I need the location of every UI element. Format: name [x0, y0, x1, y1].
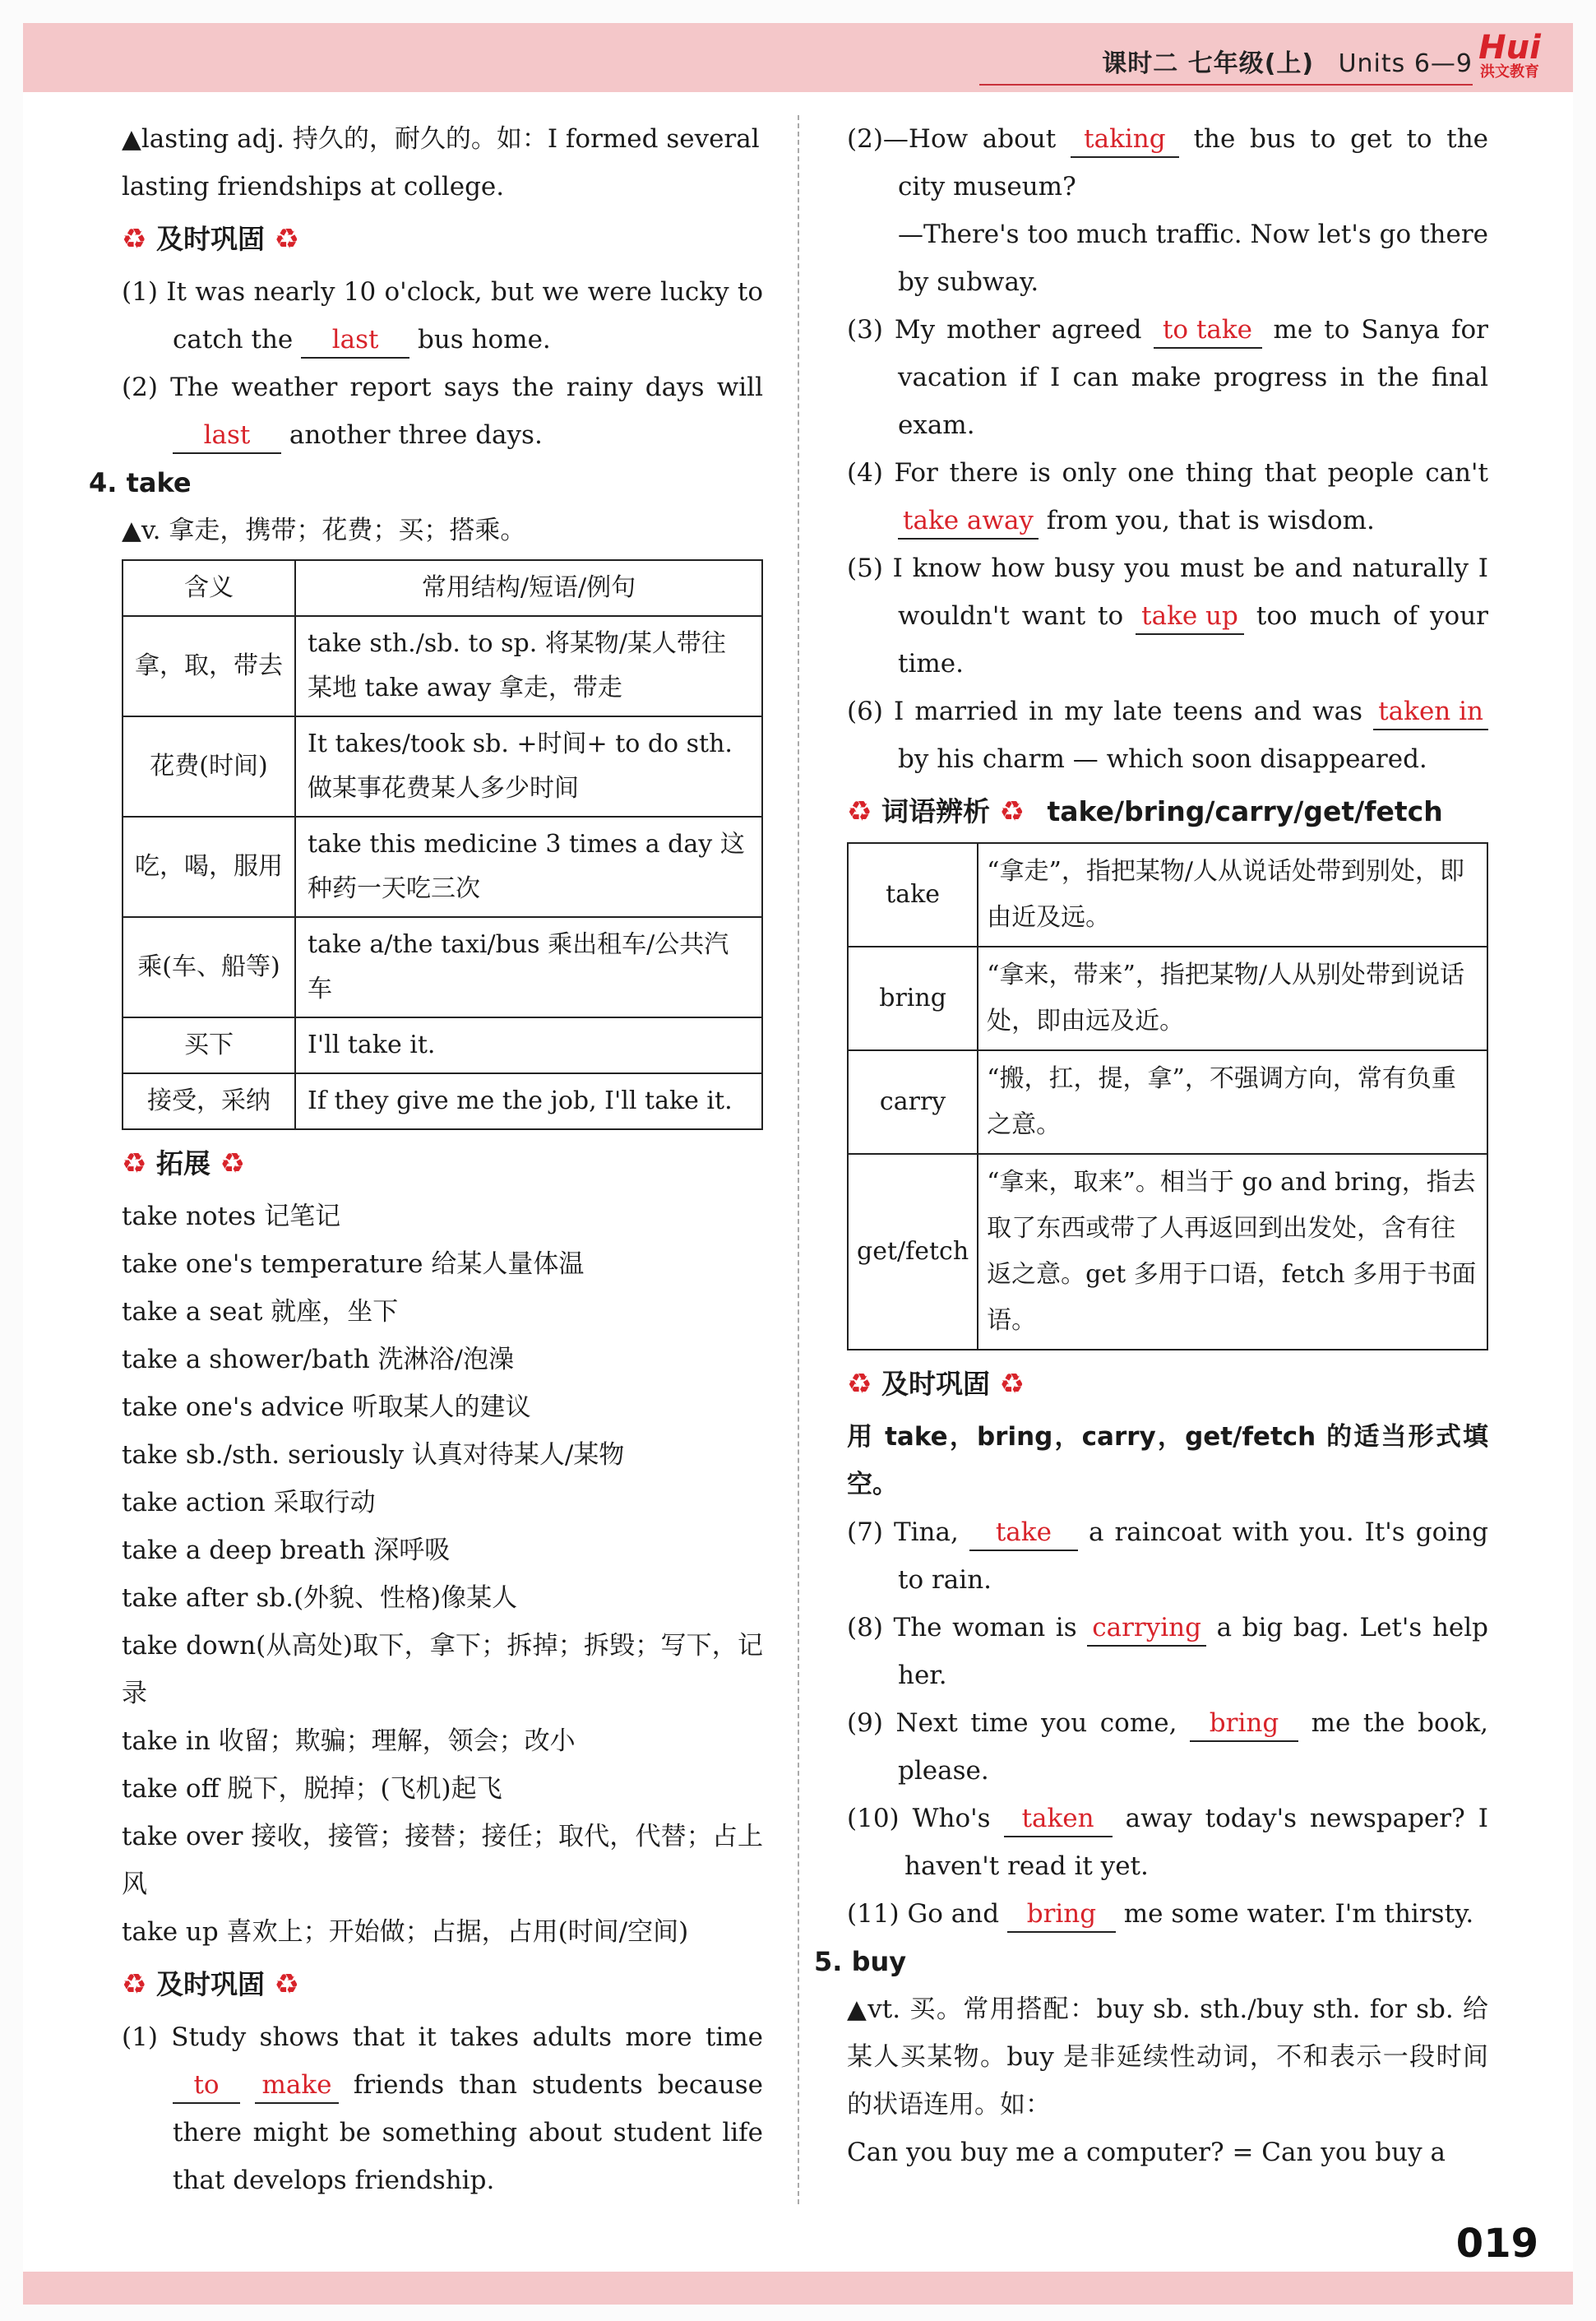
question-r2-reply: —There's too much traffic. Now let's go there by subway. [898, 220, 1488, 297]
table-row [123, 1017, 762, 1073]
answer-blank[interactable]: last [301, 322, 409, 359]
question-text: the bus to get to the city museum? [898, 124, 1489, 202]
question-r6 [847, 688, 1488, 783]
take-usage-table [122, 559, 763, 1130]
phrase-item: take sb./sth. seriously 认真对待某人/某物 [122, 1440, 625, 1470]
question-1b [122, 2013, 763, 2204]
take-definition: ▲v. 拿走，携带；花费；买；搭乘。 [122, 516, 526, 545]
question-text: (5) I know how busy you must be and naturally I wouldn't want to [847, 554, 1488, 631]
recycle-icon: ♻ [274, 1968, 299, 2001]
answer-blank[interactable]: take up [1136, 599, 1244, 635]
phrase-item: take a deep breath 深呼吸 [122, 1536, 451, 1565]
practice-title: 及时巩固 [155, 223, 265, 255]
question-r8 [847, 1604, 1488, 1699]
table-cell-word: carry [848, 1050, 978, 1154]
question-text: (3) My mother agreed [847, 315, 1142, 345]
table-row [123, 716, 762, 817]
header-rule [979, 84, 1473, 86]
question-text: me some water. I'm thirsty. [1123, 1899, 1474, 1929]
table-cell-desc: “搬，扛，提，拿”，不强调方向，常有负重之意。 [978, 1050, 1487, 1154]
question-text: a big bag. Let's help her. [898, 1613, 1489, 1690]
recycle-icon: ♻ [847, 1368, 872, 1401]
question-text: a raincoat with you. It's going to rain. [898, 1517, 1488, 1595]
question-1 [122, 268, 763, 364]
question-text: bus home. [417, 325, 551, 354]
header-lesson: 课时二 [1102, 49, 1179, 78]
word-comparison-table [847, 842, 1488, 1350]
take-heading: 4. take [89, 467, 192, 498]
question-text: another three days. [289, 420, 543, 450]
table-row [848, 843, 1487, 947]
question-text: me the book, please. [898, 1708, 1488, 1786]
table-row [123, 1073, 762, 1129]
question-text: away today's newspaper? I haven't read it yet. [904, 1804, 1488, 1881]
page-number: 019 [1455, 2221, 1538, 2267]
question-text: (6) I married in my late teens and was [847, 697, 1363, 726]
publisher-logo [1473, 31, 1547, 81]
answer-blank[interactable]: taken in [1373, 694, 1488, 730]
table-cell-meaning: 吃，喝，服用 [123, 817, 295, 917]
answer-blank[interactable]: take [969, 1515, 1078, 1551]
question-r10 [847, 1795, 1488, 1890]
question-text: (4) For there is only one thing that people can't [847, 458, 1488, 488]
logo-mark: Hui [1478, 29, 1541, 67]
question-text: (1) It was nearly 10 o'clock, but we were lucky to catch the [122, 277, 763, 354]
table-cell-word: get/fetch [848, 1154, 978, 1350]
question-r2 [847, 115, 1488, 211]
table-cell-usage: It takes/took sb. +时间+ to do sth. 做某事花费某人多少时间 [295, 716, 762, 817]
phrase-item: take over 接收，接管；接替；接任；取代，代替；占上风 [122, 1822, 763, 1899]
answer-blank[interactable]: carrying [1087, 1610, 1206, 1647]
question-r3 [847, 306, 1488, 449]
question-text: (10) Who's [847, 1804, 991, 1833]
table-cell-meaning: 买下 [123, 1017, 295, 1073]
recycle-icon: ♻ [220, 1147, 245, 1180]
question-text: friends than students because there might be something about student life that develops friendship. [173, 2070, 763, 2195]
phrase-item: take one's temperature 给某人量体温 [122, 1249, 585, 1279]
question-text: (2) The weather report says the rainy days will [122, 373, 763, 402]
phrase-item: take a shower/bath 洗淋浴/泡澡 [122, 1345, 514, 1374]
question-r4 [847, 449, 1488, 544]
table-row [848, 1154, 1487, 1350]
footer-band [23, 2272, 1573, 2305]
table-cell-usage: take this medicine 3 times a day 这种药一天吃三次 [295, 817, 762, 917]
answer-blank[interactable]: taken [1004, 1801, 1113, 1837]
answer-blank[interactable]: bring [1007, 1897, 1116, 1933]
table-cell-word: take [848, 843, 978, 947]
question-r9 [847, 1699, 1488, 1795]
answer-blank[interactable]: to take [1154, 313, 1262, 349]
practice-heading [122, 215, 763, 263]
question-text: from you, that is wisdom. [1046, 506, 1375, 535]
question-text: (9) Next time you come, [847, 1708, 1177, 1738]
table-cell-desc: “拿来，带来”，指把某物/人从别处带到说话处，即由远及近。 [978, 947, 1487, 1050]
table-cell-usage: If they give me the job, I'll take it. [295, 1073, 762, 1129]
question-text: (7) Tina, [847, 1517, 959, 1547]
recycle-icon: ♻ [274, 223, 299, 256]
recycle-icon: ♻ [999, 1368, 1025, 1401]
lasting-line2: lasting friendships at college. [122, 172, 505, 202]
table-cell-meaning: 拿，取，带去 [123, 616, 295, 716]
running-header [1102, 43, 1473, 79]
phrase-item: take a seat 就座，坐下 [122, 1297, 399, 1327]
table-header: 含义 [123, 560, 295, 616]
table-row [123, 917, 762, 1017]
table-row [123, 817, 762, 917]
table-cell-meaning: 乘(车、船等) [123, 917, 295, 1017]
question-text: me to Sanya for vacation if I can make progress in the final exam. [898, 315, 1488, 440]
practice-heading [122, 1961, 763, 2008]
question-r11 [847, 1890, 1488, 1938]
table-row [123, 616, 762, 716]
phrase-item: take after sb.(外貌、性格)像某人 [122, 1583, 518, 1613]
table-cell-word: bring [848, 947, 978, 1050]
answer-blank[interactable]: to [173, 2068, 240, 2104]
compare-heading [847, 788, 1488, 836]
logo-text: 洪文教育 [1480, 63, 1539, 81]
answer-blank[interactable]: make [255, 2068, 339, 2104]
recycle-icon: ♻ [847, 795, 872, 828]
table-cell-desc: “拿走”，指把某物/人从说话处带到别处，即由近及远。 [978, 843, 1487, 947]
question-text: (11) Go and [847, 1899, 1000, 1929]
practice-heading [847, 1360, 1488, 1408]
question-r7 [847, 1508, 1488, 1604]
answer-blank[interactable]: taking [1071, 122, 1179, 158]
buy-heading: 5. buy [814, 1946, 907, 1977]
phrase-item: take in 收留；欺骗；理解，领会；改小 [122, 1726, 576, 1756]
instruction: 用 take，bring，carry，get/fetch 的适当形式填空。 [847, 1422, 1488, 1499]
phrase-item: take off 脱下，脱掉；(飞机)起飞 [122, 1774, 502, 1804]
table-row [848, 1050, 1487, 1154]
table-header: 常用结构/短语/例句 [295, 560, 762, 616]
phrase-item: take action 采取行动 [122, 1488, 376, 1517]
recycle-icon: ♻ [999, 795, 1025, 828]
expand-heading [122, 1140, 763, 1188]
left-column [89, 115, 763, 2204]
recycle-icon: ♻ [122, 223, 147, 256]
column-divider [798, 115, 799, 2204]
table-row [848, 947, 1487, 1050]
question-2 [122, 364, 763, 459]
recycle-icon: ♻ [122, 1968, 147, 2001]
phrase-item: take down(从高处)取下，拿下；拆掉；拆毁；写下，记录 [122, 1631, 763, 1708]
phrase-item: take notes 记笔记 [122, 1202, 341, 1231]
practice-title: 及时巩固 [881, 1368, 990, 1400]
buy-example: Can you buy me a computer? = Can you buy a [847, 2138, 1446, 2167]
compare-title: 词语辨析 [881, 795, 990, 827]
table-header-row [123, 560, 762, 616]
answer-blank[interactable]: bring [1190, 1706, 1298, 1742]
right-column [814, 115, 1489, 2176]
question-r5 [847, 544, 1488, 688]
question-text: (1) Study shows that it takes adults more time [122, 2022, 763, 2052]
table-cell-usage: I'll take it. [295, 1017, 762, 1073]
question-text: by his charm — which soon disappeared. [898, 744, 1427, 774]
header-units: Units 6—9 [1338, 49, 1473, 78]
question-text: too much of your time. [898, 601, 1488, 679]
table-cell-meaning: 接受，采纳 [123, 1073, 295, 1129]
practice-title: 及时巩固 [155, 1968, 265, 2000]
lasting-line1: ▲lasting adj. 持久的，耐久的。如：I formed several [122, 124, 760, 154]
phrase-item: take one's advice 听取某人的建议 [122, 1392, 531, 1422]
table-cell-usage: take a/the taxi/bus 乘出租车/公共汽车 [295, 917, 762, 1017]
buy-definition: ▲vt. 买。常用搭配：buy sb. sth./buy sth. for sb. 给某人买某物。buy 是非延续性动词，不和表示一段时间的状语连用。如： [847, 1994, 1488, 2119]
compare-words: take/bring/carry/get/fetch [1047, 795, 1443, 827]
answer-blank[interactable]: last [173, 418, 281, 454]
question-text: (2)—How about [847, 124, 1057, 154]
table-cell-meaning: 花费(时间) [123, 716, 295, 817]
phrase-item: take up 喜欢上；开始做；占据，占用(时间/空间) [122, 1917, 689, 1947]
question-text: (8) The woman is [847, 1613, 1077, 1642]
table-cell-usage: take sth./sb. to sp. 将某物/某人带往某地 take away 拿走，带走 [295, 616, 762, 716]
table-cell-desc: “拿来，取来”。相当于 go and bring，指去取了东西或带了人再返回到出发处，含有往返之意。get 多用于口语，fetch 多用于书面语。 [978, 1154, 1487, 1350]
answer-blank[interactable]: take away [898, 503, 1039, 540]
expand-title: 拓展 [155, 1147, 210, 1179]
recycle-icon: ♻ [122, 1147, 147, 1180]
header-grade: 七年级(上) [1187, 49, 1315, 78]
